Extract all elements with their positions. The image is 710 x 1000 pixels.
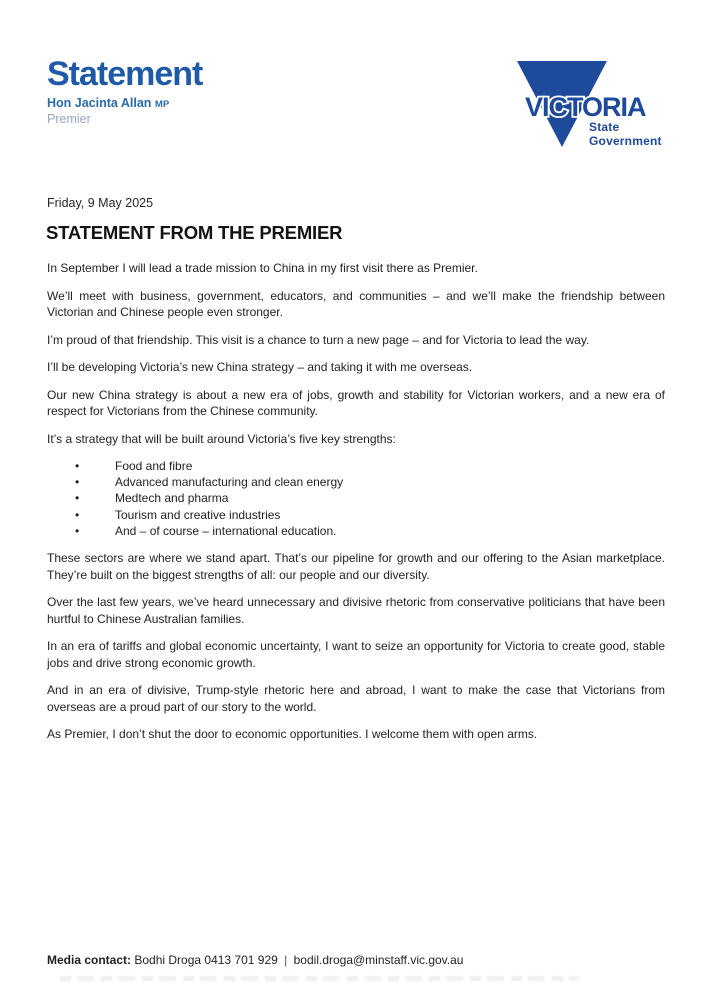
list-item: • Advanced manufacturing and clean energy <box>47 474 665 490</box>
paragraph: We’ll meet with business, government, educators, and communities – and we’ll make the friendship between Victorian and Chinese people even stronger. <box>47 288 665 319</box>
list-item: • And – of course – international education. <box>47 523 665 539</box>
author-role: Premier <box>47 112 91 126</box>
document-type-title: Statement <box>47 55 203 93</box>
cropped-text-artifact <box>60 976 580 981</box>
paragraph: Over the last few years, we’ve heard unnecessary and divisive rhetoric from conservative politicians that have been hurtful to Chinese Australian families. <box>47 595 665 626</box>
author-name <box>47 96 202 112</box>
intro-paragraphs <box>47 260 665 447</box>
paragraph: In September I will lead a trade mission to China in my first visit there as Premier. <box>47 261 478 275</box>
paragraph: These sectors are where we stand apart. That’s our pipeline for growth and our offering to the Asian marketplace. They’re built on the biggest strengths of all: our people and our diversity. <box>47 551 665 582</box>
paragraph: I’m proud of that friendship. This visit is a chance to turn a new page – and for Victoria to lead the way. <box>47 332 590 347</box>
media-contact-label: Media contact: <box>47 953 132 967</box>
paragraph: As Premier, I don’t shut the door to economic opportunities. I welcome them with open arms. <box>47 727 538 742</box>
victoria-triangle-logo-icon <box>513 58 665 150</box>
logo-subtext-state: State <box>589 120 620 134</box>
victoria-state-government-logo <box>513 58 665 150</box>
paragraph: It’s a strategy that will be built around Victoria’s five key strengths: <box>47 431 396 446</box>
paragraph: Our new China strategy is about a new era of jobs, growth and stability for Victorian workers, and a new era of respect for Victorians from the Chinese community. <box>47 387 665 418</box>
outro-paragraphs <box>47 550 665 743</box>
media-contact-name-phone: Bodhi Droga 0413 701 929 <box>134 953 278 967</box>
paragraph: I’ll be developing Victoria’s new China strategy – and taking it with me overseas. <box>47 360 473 374</box>
logo-brand-text: VICTORIA <box>525 92 646 122</box>
paragraph: In an era of tariffs and global economic uncertainty, I want to seize an opportunity for Victoria to create good, stable jobs and drive strong economic growth. <box>47 639 665 670</box>
media-contact-line <box>47 953 463 967</box>
author-post-nominal: MP <box>154 99 170 110</box>
masthead <box>47 55 202 127</box>
list-item: • Tourism and creative industries <box>47 507 665 523</box>
key-strengths-list <box>47 458 665 539</box>
list-item: • Medtech and pharma <box>47 490 665 506</box>
statement-date: Friday, 9 May 2025 <box>47 196 154 210</box>
list-item: • Food and fibre <box>47 458 665 474</box>
paragraph: And in an era of divisive, Trump-style rhetoric here and abroad, I want to make the case that Victorians from overseas are a proud part of our story to the world. <box>47 683 665 714</box>
logo-subtext-government: Government <box>589 134 662 148</box>
media-contact-email: bodil.droga@minstaff.vic.gov.au <box>293 953 464 967</box>
page-title: STATEMENT FROM THE PREMIER <box>46 222 343 243</box>
author-name-text: Hon Jacinta Allan <box>47 96 152 110</box>
statement-body <box>47 260 665 754</box>
media-contact-separator: | <box>284 953 288 967</box>
